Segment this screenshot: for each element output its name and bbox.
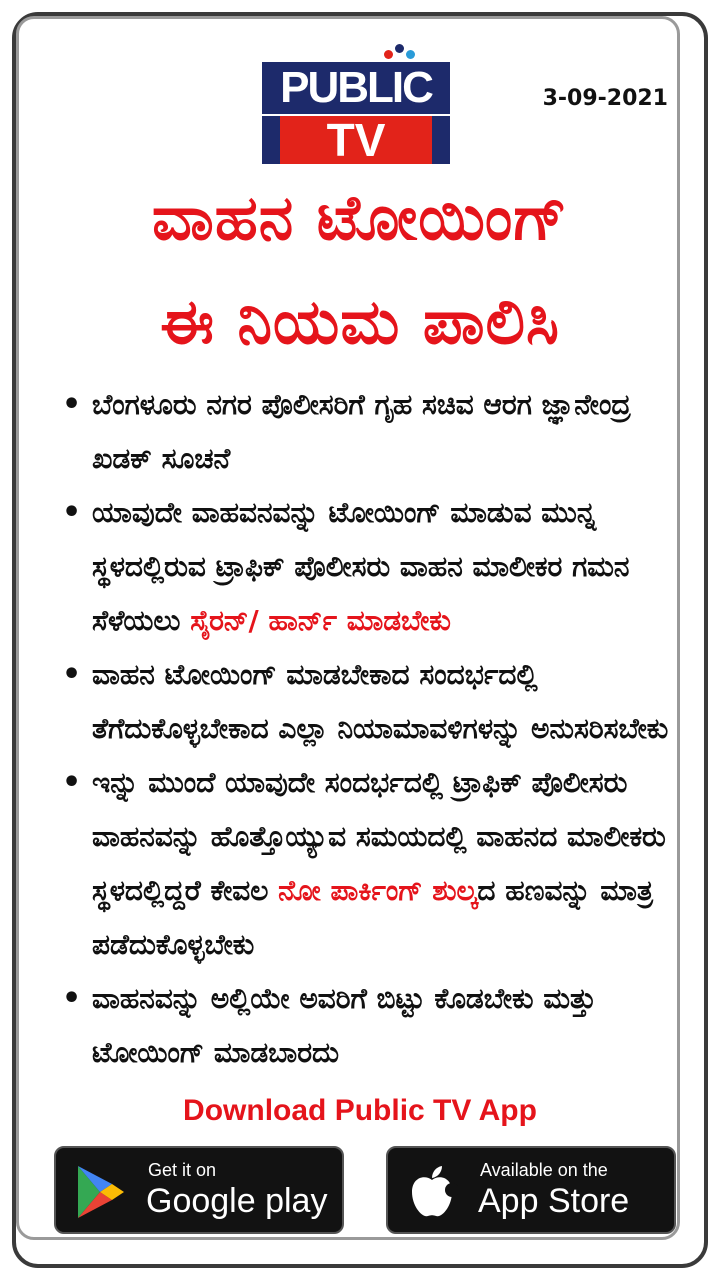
google-play-small-text: Get it on bbox=[148, 1160, 217, 1180]
headline-line2: ಈ ನಿಯಮ ಪಾಲಿಸಿ bbox=[160, 285, 560, 358]
public-tv-logo bbox=[262, 42, 450, 164]
google-play-button[interactable] bbox=[54, 1146, 344, 1234]
play-triangle-icon bbox=[70, 1162, 130, 1222]
headline-line1: ವಾಹನ ಟೋಯಿಂಗ್ bbox=[152, 181, 568, 254]
app-store-button[interactable] bbox=[386, 1146, 676, 1234]
google-play-big-text: Google play bbox=[146, 1182, 328, 1220]
logo-line1: PUBLIC bbox=[262, 62, 450, 114]
app-store-small-text: Available on the bbox=[480, 1160, 608, 1180]
bullet-item-1: • ಬೆಂಗಳೂರು ನಗರ ಪೊಲೀಸರಿಗೆ ಗೃಹ ಸಚಿವ ಆರಗ ಜ್ಞಾನೇಂದ್ರ ಖಡಕ್ ಸೂಚನೆ bbox=[62, 378, 682, 486]
logo-line2: TV bbox=[280, 116, 432, 164]
highlight-siren: ಸೈರನ್/ ಹಾರ್ನ್ ಮಾಡಬೇಕು bbox=[190, 604, 451, 637]
bullet-item-4: • ಇನ್ನು ಮುಂದೆ ಯಾವುದೇ ಸಂದರ್ಭದಲ್ಲಿ ಟ್ರಾಫಿಕ್ ಪೊಲೀಸರು ವಾಹನವನ್ನು ಹೊತ್ತೊಯ್ಯುವ ಸಮಯದಲ್ಲಿ ವಾಹನದ ಮಾಲೀಕರು ಸ್ಥಳದಲ್ಲಿದ್ದರೆ ಕೇವಲ ನೋ ಪಾರ್ಕಿಂಗ್ ಶುಲ್ಕದ ಹಣವನ್ನು ಮಾತ್ರ ಪಡೆದುಕೊಳ್ಳಬೇಕು bbox=[62, 756, 682, 972]
bullet-list bbox=[62, 378, 682, 1080]
highlight-no-parking: ನೋ ಪಾರ್ಕಿಂಗ್ ಶುಲ್ಕ bbox=[278, 874, 478, 907]
bullet-item-2: • ಯಾವುದೇ ವಾಹವನವನ್ನು ಟೋಯಿಂಗ್ ಮಾಡುವ ಮುನ್ನ ಸ್ಥಳದಲ್ಲಿರುವ ಟ್ರಾಫಿಕ್ ಪೊಲೀಸರು ವಾಹನ ಮಾಲೀಕರ ಗಮನ ಸೆಳೆಯಲು ಸೈರನ್/ ಹಾರ್ನ್ ಮಾಡಬೇಕು bbox=[62, 486, 682, 648]
date-label: 3-09-2021 bbox=[542, 86, 668, 111]
app-store-big-text: App Store bbox=[478, 1182, 630, 1220]
download-app-text: Download Public TV App bbox=[183, 1094, 537, 1127]
bullet-item-3: • ವಾಹನ ಟೋಯಿಂಗ್ ಮಾಡಬೇಕಾದ ಸಂದರ್ಭದಲ್ಲಿ ತೆಗೆದುಕೊಳ್ಳಬೇಕಾದ ಎಲ್ಲಾ ನಿಯಾಮಾವಳಿಗಳನ್ನು ಅನುಸರಿಸಬೇಕು bbox=[62, 648, 682, 756]
apple-icon bbox=[402, 1162, 462, 1222]
bullet-item-5: • ವಾಹನವನ್ನು ಅಲ್ಲಿಯೇ ಅವರಿಗೆ ಬಿಟ್ಟು ಕೊಡಬೇಕು ಮತ್ತು ಟೋಯಿಂಗ್ ಮಾಡಬಾರದು bbox=[62, 972, 682, 1080]
